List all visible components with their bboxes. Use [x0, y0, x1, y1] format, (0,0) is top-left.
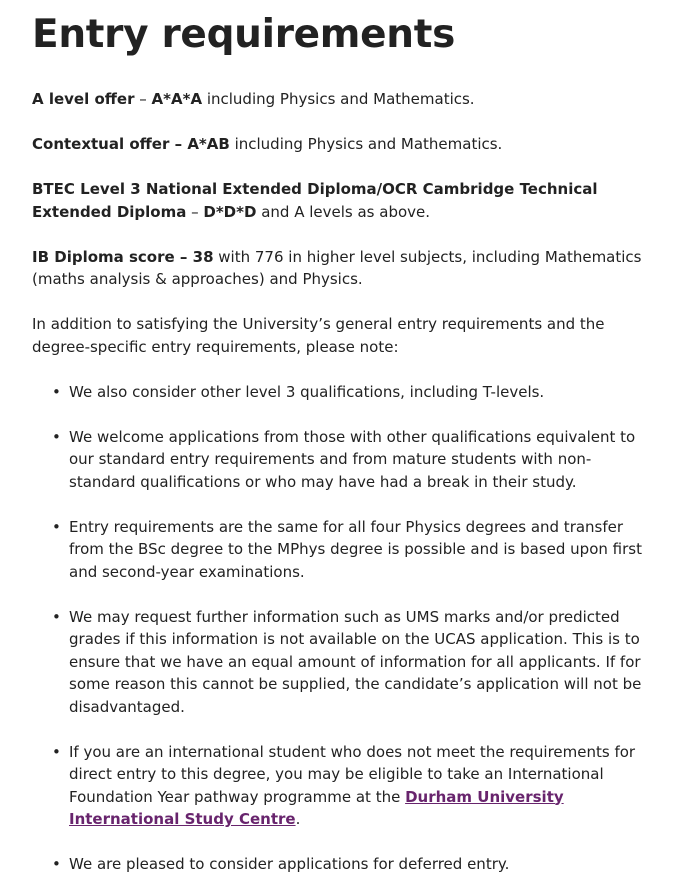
offer-grade: A*A*A: [151, 90, 203, 108]
list-item: [52, 516, 649, 584]
list-item-text: If you are an international student who does not meet the requirements for direct entry to this degree, you may be eligible to take an International Foundation Year pathway programme at the: [69, 742, 636, 806]
study-centre-link[interactable]: Durham University International Study Centre: [69, 787, 564, 828]
bullet-icon: •: [52, 607, 61, 626]
ib-offer: [32, 246, 649, 291]
list-item-text: We welcome applications from those with other qualifications equivalent to our standard entry requirements and from mature students with non-standard qualifications or who may have had a break in their study.: [69, 427, 636, 491]
contextual-offer: [32, 133, 649, 156]
bullet-icon: •: [52, 427, 61, 446]
offer-sep: –: [134, 90, 152, 108]
page-title: Entry requirements: [32, 12, 456, 57]
bullet-icon: •: [52, 855, 61, 873]
list-item-text: Entry requirements are the same for all four Physics degrees and transfer from the BSc degree to the MPhys degree is possible and is based upon first and second-year examinations.: [69, 517, 642, 581]
a-level-offer: [32, 88, 649, 111]
list-item: [52, 853, 649, 876]
list-item: [52, 606, 649, 719]
bullet-icon: •: [52, 742, 61, 761]
requirements-list: [32, 381, 649, 876]
list-item-text: We are pleased to consider applications for deferred entry.: [69, 855, 510, 873]
list-item-text: We also consider other level 3 qualifications, including T-levels.: [69, 382, 545, 401]
list-item-text-end: .: [295, 810, 301, 828]
offer-sep: –: [186, 202, 204, 221]
offer-text: with 776 in higher level subjects, including Mathematics (maths analysis & approaches) and Physics.: [32, 247, 642, 288]
offer-text: including Physics and Mathematics.: [202, 90, 475, 108]
offer-text: including Physics and Mathematics.: [229, 135, 503, 153]
btec-offer: [32, 178, 649, 223]
list-item: [52, 381, 649, 404]
bullet-icon: •: [52, 382, 61, 401]
intro-paragraph: In addition to satisfying the University’s general entry requirements and the degree-specific entry requirements, please note:: [32, 315, 605, 356]
list-item: [52, 426, 649, 494]
offer-label: BTEC Level 3 National Extended Diploma/OCR Cambridge Technical Extended Diploma: [32, 180, 598, 221]
offer-grade: D*D*D: [203, 202, 257, 221]
offer-label: Contextual offer – A*AB: [32, 135, 230, 153]
offer-label: IB Diploma score – 38: [32, 247, 214, 266]
bullet-icon: •: [52, 517, 61, 536]
list-item-text: We may request further information such as UMS marks and/or predicted grades if this information is not available on the UCAS application. This is to ensure that we have an equal amount of information for all applicants. If for some reason this cannot be supplied, the candidate’s application will not be disadvantaged.: [69, 607, 642, 716]
offer-text: and A levels as above.: [256, 202, 431, 221]
list-item-international: [52, 741, 649, 831]
offer-label: A level offer: [32, 90, 135, 108]
